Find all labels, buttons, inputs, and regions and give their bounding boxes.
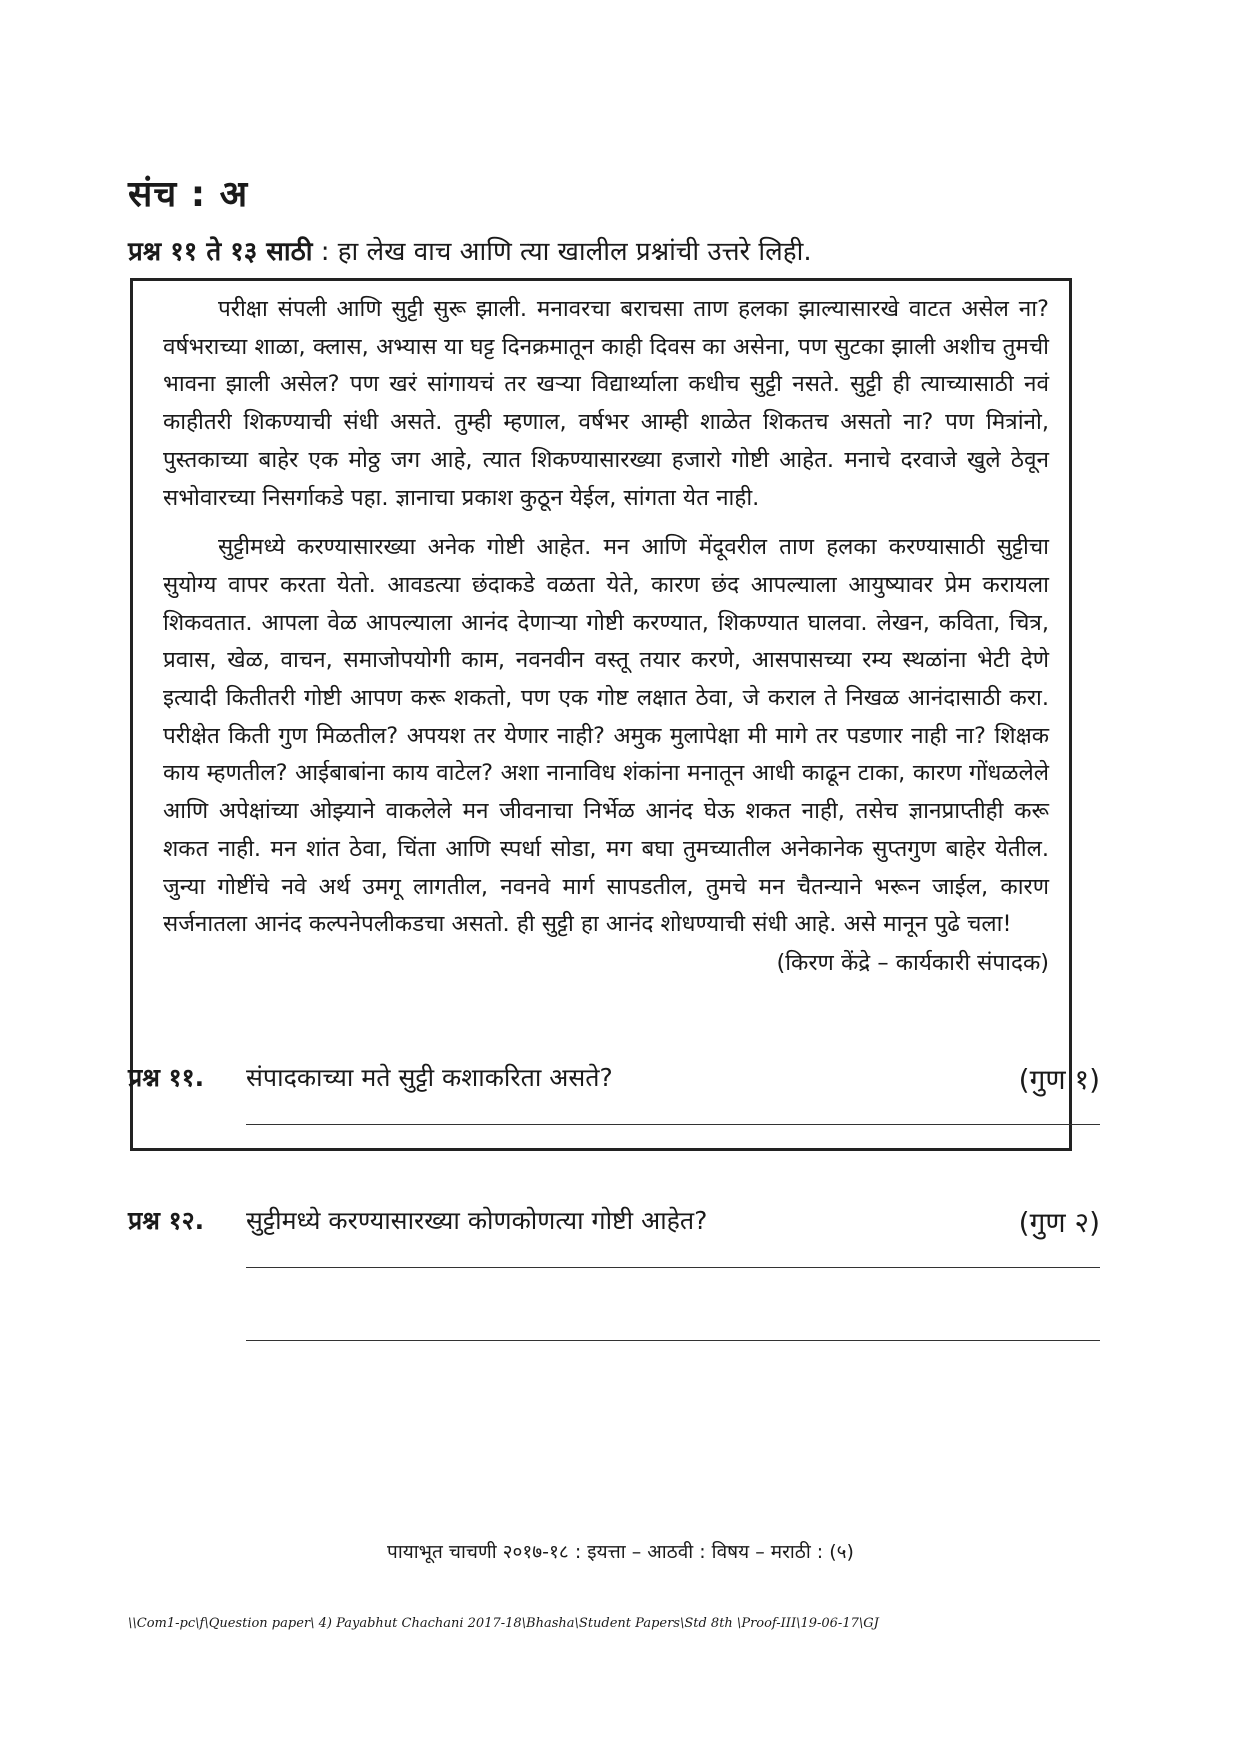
passage-credit: (किरण केंद्रे – कार्यकारी संपादक) (776, 949, 1049, 976)
page-footer: पायाभूत चाचणी २०१७-१८ : इयत्ता – आठवी : विषय – मराठी : (५) (387, 1541, 854, 1563)
instruction (128, 232, 1128, 268)
instruction-label: प्रश्न ११ ते १३ साठी (128, 237, 313, 267)
passage-box (130, 278, 1072, 1151)
file-path-note: \\Com1-pc\f\Question paper\ 4) Payabhut Chachani 2017-18\Bhasha\Student Papers\Std 8th \Proof-III\19-06-17\GJ (128, 1616, 879, 1631)
answer-line[interactable] (246, 1340, 1100, 1341)
answer-line[interactable] (246, 1267, 1100, 1268)
question-12-marks: (गुण २) (1018, 1206, 1100, 1239)
question-12-text: सुट्टीमध्ये करण्यासारख्या कोणकोणत्या गोष्टी आहेत? (246, 1206, 708, 1235)
question-12 (128, 1203, 1100, 1237)
set-title: संच : अ (128, 174, 249, 215)
question-11 (128, 1060, 1100, 1094)
passage-paragraph-1: परीक्षा संपली आणि सुट्टी सुरू झाली. मनावरचा बराचसा ताण हलका झाल्यासारखे वाटत असेल ना? वर्षभराच्या शाळा, क्लास, अभ्यास या घट्ट दिनक्रमातून काही दिवस का असेना, पण सुटका झाली अशीच तुमची भावना झाली असेल? पण खरं सांगायचं तर खऱ्या विद्यार्थ्याला कधीच सुट्टी नसते. सुट्टी ही त्याच्यासाठी नवं काहीतरी शिकण्याची संधी असते. तुम्ही म्हणाल, वर्षभर आम्ही शाळेत शिकतच असतो ना? पण मित्रांनो, पुस्तकाच्या बाहेर एक मोठ्ठ जग आहे, त्यात शिकण्यासारख्या हजारो गोष्टी आहेत. मनाचे दरवाजे खुले ठेवून सभोवारच्या निसर्गाकडे पहा. ज्ञानाचा प्रकाश कुठून येईल, सांगता येत नाही. (163, 296, 1049, 511)
instruction-text: : हा लेख वाच आणि त्या खालील प्रश्नांची उत्तरे लिही. (312, 237, 812, 267)
question-11-marks: (गुण १) (1018, 1063, 1100, 1096)
question-12-number: प्रश्न १२. (128, 1206, 205, 1235)
question-11-text: संपादकाच्या मते सुट्टी कशाकरिता असते? (246, 1063, 613, 1092)
passage-paragraph-2: सुट्टीमध्ये करण्यासारख्या अनेक गोष्टी आहेत. मन आणि मेंदूवरील ताण हलका करण्यासाठी सुट्टीचा सुयोग्य वापर करता येतो. आवडत्या छंदाकडे वळता येते, कारण छंद आपल्याला आयुष्यावर प्रेम करायला शिकवतात. आपला वेळ आपल्याला आनंद देणाऱ्या गोष्टी करण्यात, शिकण्यात घालवा. लेखन, कविता, चित्र, प्रवास, खेळ, वाचन, समाजोपयोगी काम, नवनवीन वस्तू तयार करणे, आसपासच्या रम्य स्थळांना भेटी देणे इत्यादी कितीतरी गोष्टी आपण करू शकतो, पण एक गोष्ट लक्षात ठेवा, जे कराल ते निखळ आनंदासाठी करा. परीक्षेत किती गुण मिळतील? अपयश तर येणार नाही? अमुक मुलापेक्षा मी मागे तर पडणार नाही ना? शिक्षक काय म्हणतील? आईबाबांना काय वाटेल? अशा नानाविध शंकांना मनातून आधी काढून टाका, कारण गोंधळलेले आणि अपेक्षांच्या ओझ्याने वाकलेले मन जीवनाचा निर्भेळ आनंद घेऊ शकत नाही, तसेच ज्ञानप्राप्तीही करू शकत नाही. मन शांत ठेवा, चिंता आणि स्पर्धा सोडा, मग बघा तुमच्यातील अनेकानेक सुप्तगुण बाहेर येतील. जुन्या गोष्टींचे नवे अर्थ उमगू लागतील, नवनवे मार्ग सापडतील, तुमचे मन चैतन्याने भरून जाईल, कारण सर्जनातला आनंद कल्पनेपलीकडचा असतो. ही सुट्टी हा आनंद शोधण्याची संधी आहे. असे मानून पुढे चला! (163, 534, 1049, 938)
answer-line[interactable] (246, 1124, 1100, 1125)
question-11-number: प्रश्न ११. (128, 1063, 205, 1092)
